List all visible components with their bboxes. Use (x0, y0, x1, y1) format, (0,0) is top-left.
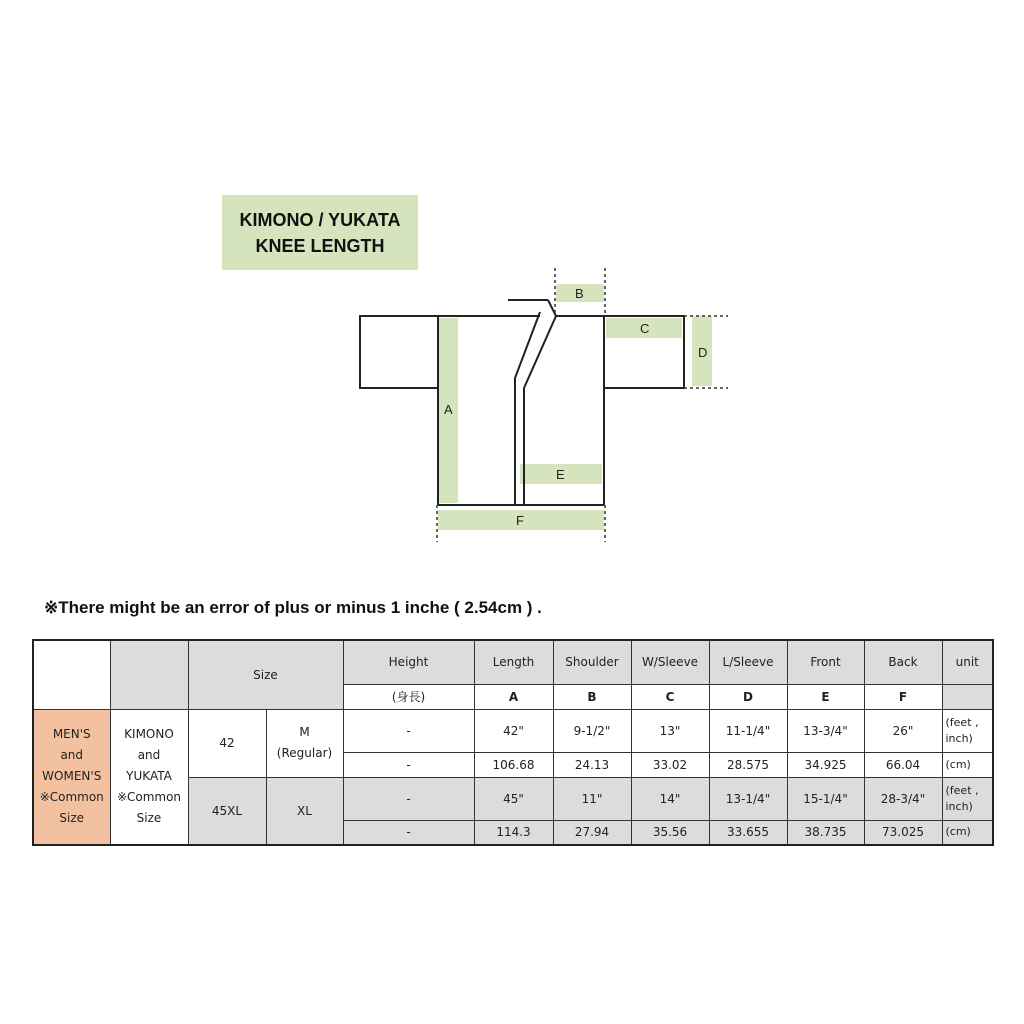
code-e: E (787, 684, 864, 709)
header-empty-1 (33, 640, 110, 709)
label-b: B (575, 286, 584, 301)
header-unit: unit (942, 640, 993, 684)
label-e: E (556, 467, 565, 482)
cell-l-sleeve: 28.575 (709, 752, 787, 777)
header-shoulder: Shoulder (553, 640, 631, 684)
cell-w-sleeve: 33.02 (631, 752, 709, 777)
category-line3: YUKATA (126, 769, 172, 784)
code-height: (身長) (343, 684, 474, 709)
cell-back: 66.04 (864, 752, 942, 777)
cell-length: 114.3 (474, 820, 553, 845)
error-note: ※There might be an error of plus or minus 1 inche ( 2.54cm ) . (44, 598, 542, 617)
cell-shoulder: 11" (553, 777, 631, 820)
cell-shoulder: 24.13 (553, 752, 631, 777)
header-w-sleeve: W/Sleeve (631, 640, 709, 684)
cell-l-sleeve: 11-1/4" (709, 709, 787, 752)
header-height: Height (343, 640, 474, 684)
cell-front: 13-3/4" (787, 709, 864, 752)
label-d: D (698, 345, 708, 360)
category-line4: ※Common (116, 790, 182, 805)
cell-length: 106.68 (474, 752, 553, 777)
group-line4: ※Common (39, 790, 104, 805)
size-label-line1: M (299, 725, 310, 739)
header-front: Front (787, 640, 864, 684)
cell-height: - (343, 777, 474, 820)
size-label: XL (266, 777, 343, 845)
cell-front: 15-1/4" (787, 777, 864, 820)
group-cell (33, 709, 110, 845)
cell-front: 34.925 (787, 752, 864, 777)
size-table (32, 639, 994, 846)
cell-height: - (343, 752, 474, 777)
size-label-line2: (Regular) (276, 746, 333, 760)
unit-line1: (feet , (945, 715, 979, 729)
left-sleeve (360, 316, 438, 388)
cell-height: - (343, 709, 474, 752)
size-label (266, 709, 343, 777)
header-back: Back (864, 640, 942, 684)
cell-shoulder: 9-1/2" (553, 709, 631, 752)
cell-height: - (343, 820, 474, 845)
table-row (33, 709, 993, 752)
cell-length: 42" (474, 709, 553, 752)
code-c: C (631, 684, 709, 709)
code-b: B (553, 684, 631, 709)
group-line1: MEN'S (52, 727, 91, 742)
header-empty-2 (110, 640, 188, 709)
cell-length: 45" (474, 777, 553, 820)
code-d: D (709, 684, 787, 709)
unit-line2: inch) (945, 799, 973, 813)
category-line1: KIMONO (124, 727, 174, 742)
group-line5: Size (59, 811, 85, 826)
measurement-bars (438, 284, 712, 530)
cell-front: 38.735 (787, 820, 864, 845)
cell-shoulder: 27.94 (553, 820, 631, 845)
category-line5: Size (136, 811, 162, 826)
diagram-title-line2: KNEE LENGTH (255, 235, 385, 256)
code-f: F (864, 684, 942, 709)
code-a: A (474, 684, 553, 709)
cell-l-sleeve: 33.655 (709, 820, 787, 845)
category-line2: and (137, 748, 161, 763)
size-number: 45XL (188, 777, 266, 845)
cell-w-sleeve: 14" (631, 777, 709, 820)
code-unit-empty (942, 684, 993, 709)
cell-w-sleeve: 35.56 (631, 820, 709, 845)
size-number: 42 (188, 709, 266, 777)
cell-unit (942, 709, 993, 752)
cell-w-sleeve: 13" (631, 709, 709, 752)
group-line3: WOMEN'S (42, 769, 102, 784)
cell-unit: (cm) (942, 820, 993, 845)
label-c: C (640, 321, 650, 336)
cell-back: 26" (864, 709, 942, 752)
cell-back: 28-3/4" (864, 777, 942, 820)
header-size: Size (188, 640, 343, 709)
cell-back: 73.025 (864, 820, 942, 845)
label-f: F (516, 513, 524, 528)
group-line2: and (60, 748, 84, 763)
label-a: A (444, 402, 453, 417)
header-l-sleeve: L/Sleeve (709, 640, 787, 684)
header-length: Length (474, 640, 553, 684)
unit-line1: (feet , (945, 783, 979, 797)
cell-unit (942, 777, 993, 820)
unit-line2: inch) (945, 731, 973, 745)
cell-l-sleeve: 13-1/4" (709, 777, 787, 820)
header-row (33, 640, 993, 684)
cell-unit: (cm) (942, 752, 993, 777)
category-cell (110, 709, 188, 845)
guide-lines (437, 268, 728, 542)
diagram-title-line1: KIMONO / YUKATA (239, 209, 401, 230)
